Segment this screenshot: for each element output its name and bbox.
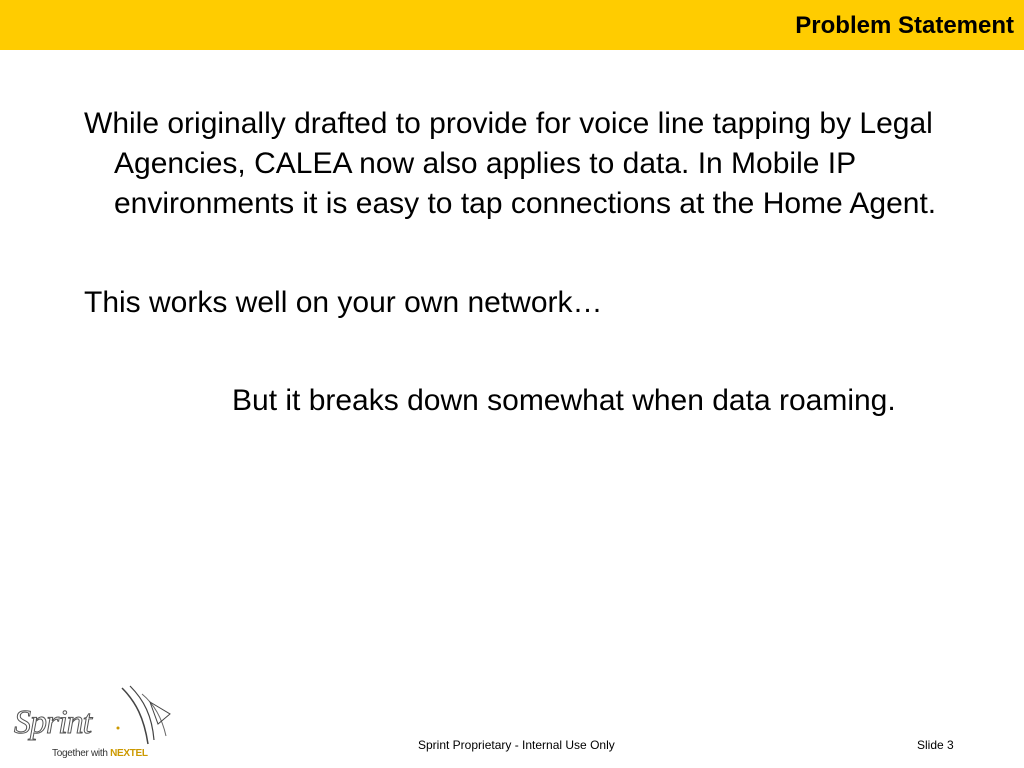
slide-title: Problem Statement <box>795 12 1014 39</box>
logo-tagline-brand: NEXTEL <box>110 748 148 759</box>
logo-wordmark: Sprint <box>14 704 92 741</box>
logo-tagline-prefix: Together with <box>52 748 108 759</box>
header-bar <box>0 0 1024 50</box>
paragraph-own-network: This works well on your own network… <box>84 286 603 319</box>
logo-tagline <box>52 748 148 759</box>
paragraph-calea: While originally drafted to provide for voice line tapping by Legal Agencies, CALEA now also applies to data. In Mobile IP environments it is easy to tap connections at the Home Agent. <box>84 107 937 220</box>
footer-confidentiality: Sprint Proprietary - Internal Use Only <box>418 738 615 752</box>
paragraph-roaming: But it breaks down somewhat when data roaming. <box>232 384 896 417</box>
pin-drop-icon <box>114 684 174 748</box>
sprint-nextel-logo <box>14 684 174 764</box>
footer-slide-number: Slide 3 <box>917 738 954 752</box>
slide-body <box>84 104 984 421</box>
